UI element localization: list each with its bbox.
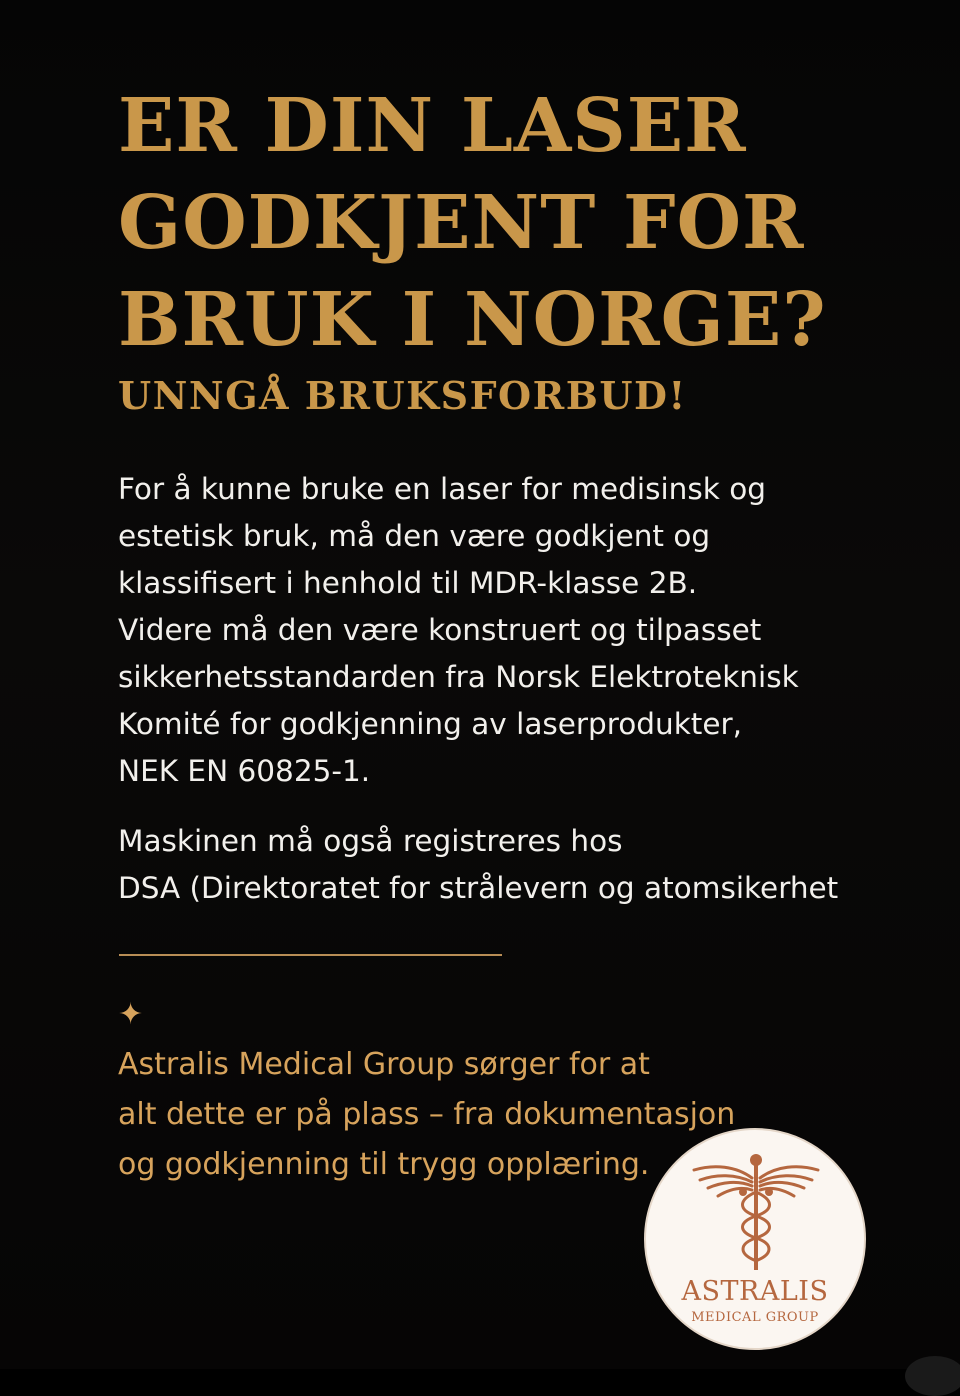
registration-paragraph	[118, 818, 866, 912]
paragraph-line: estetisk bruk, må den være godkjent og	[118, 519, 711, 553]
astralis-logo	[644, 1128, 866, 1350]
divider	[119, 954, 502, 956]
logo-subtitle: MEDICAL GROUP	[691, 1310, 819, 1325]
headline-line: GODKJENT FOR	[118, 180, 805, 266]
logo-name: ASTRALIS	[681, 1276, 829, 1307]
paragraph-line: sikkerhetsstandarden fra Norsk Elektroteknisk	[118, 660, 799, 694]
subheadline: UNNGÅ BRUKSFORBUD!	[118, 373, 687, 418]
paragraph-line: DSA (Direktoratet for strålevern og atomsikerhet	[118, 871, 839, 905]
headline-line: ER DIN LASER	[118, 83, 747, 169]
callout-line-text: Astralis Medical Group sørger for at	[118, 1047, 650, 1082]
paragraph-line: Maskinen må også registreres hos	[118, 824, 623, 858]
callout-line	[118, 990, 878, 1090]
headline	[118, 78, 918, 369]
corner-shadow	[905, 1356, 960, 1396]
callout-line: alt dette er på plass – fra dokumentasjon	[118, 1097, 736, 1132]
paragraph-line: klassifisert i henhold til MDR-klasse 2B.	[118, 566, 698, 600]
paragraph-line: For å kunne bruke en laser for medisinsk og	[118, 472, 766, 506]
paragraph-line: Komité for godkjenning av laserprodukter,	[118, 707, 743, 741]
intro-paragraph	[118, 466, 878, 795]
sparkle-icon: ✦	[118, 997, 144, 1032]
paragraph-line: Videre må den være konstruert og tilpasset	[118, 613, 762, 647]
headline-line: BRUK I NORGE?	[118, 277, 827, 363]
caduceus-icon	[686, 1148, 826, 1274]
callout-line: og godkjenning til trygg opplæring.	[118, 1147, 650, 1182]
paragraph-line: NEK EN 60825-1.	[118, 754, 371, 788]
